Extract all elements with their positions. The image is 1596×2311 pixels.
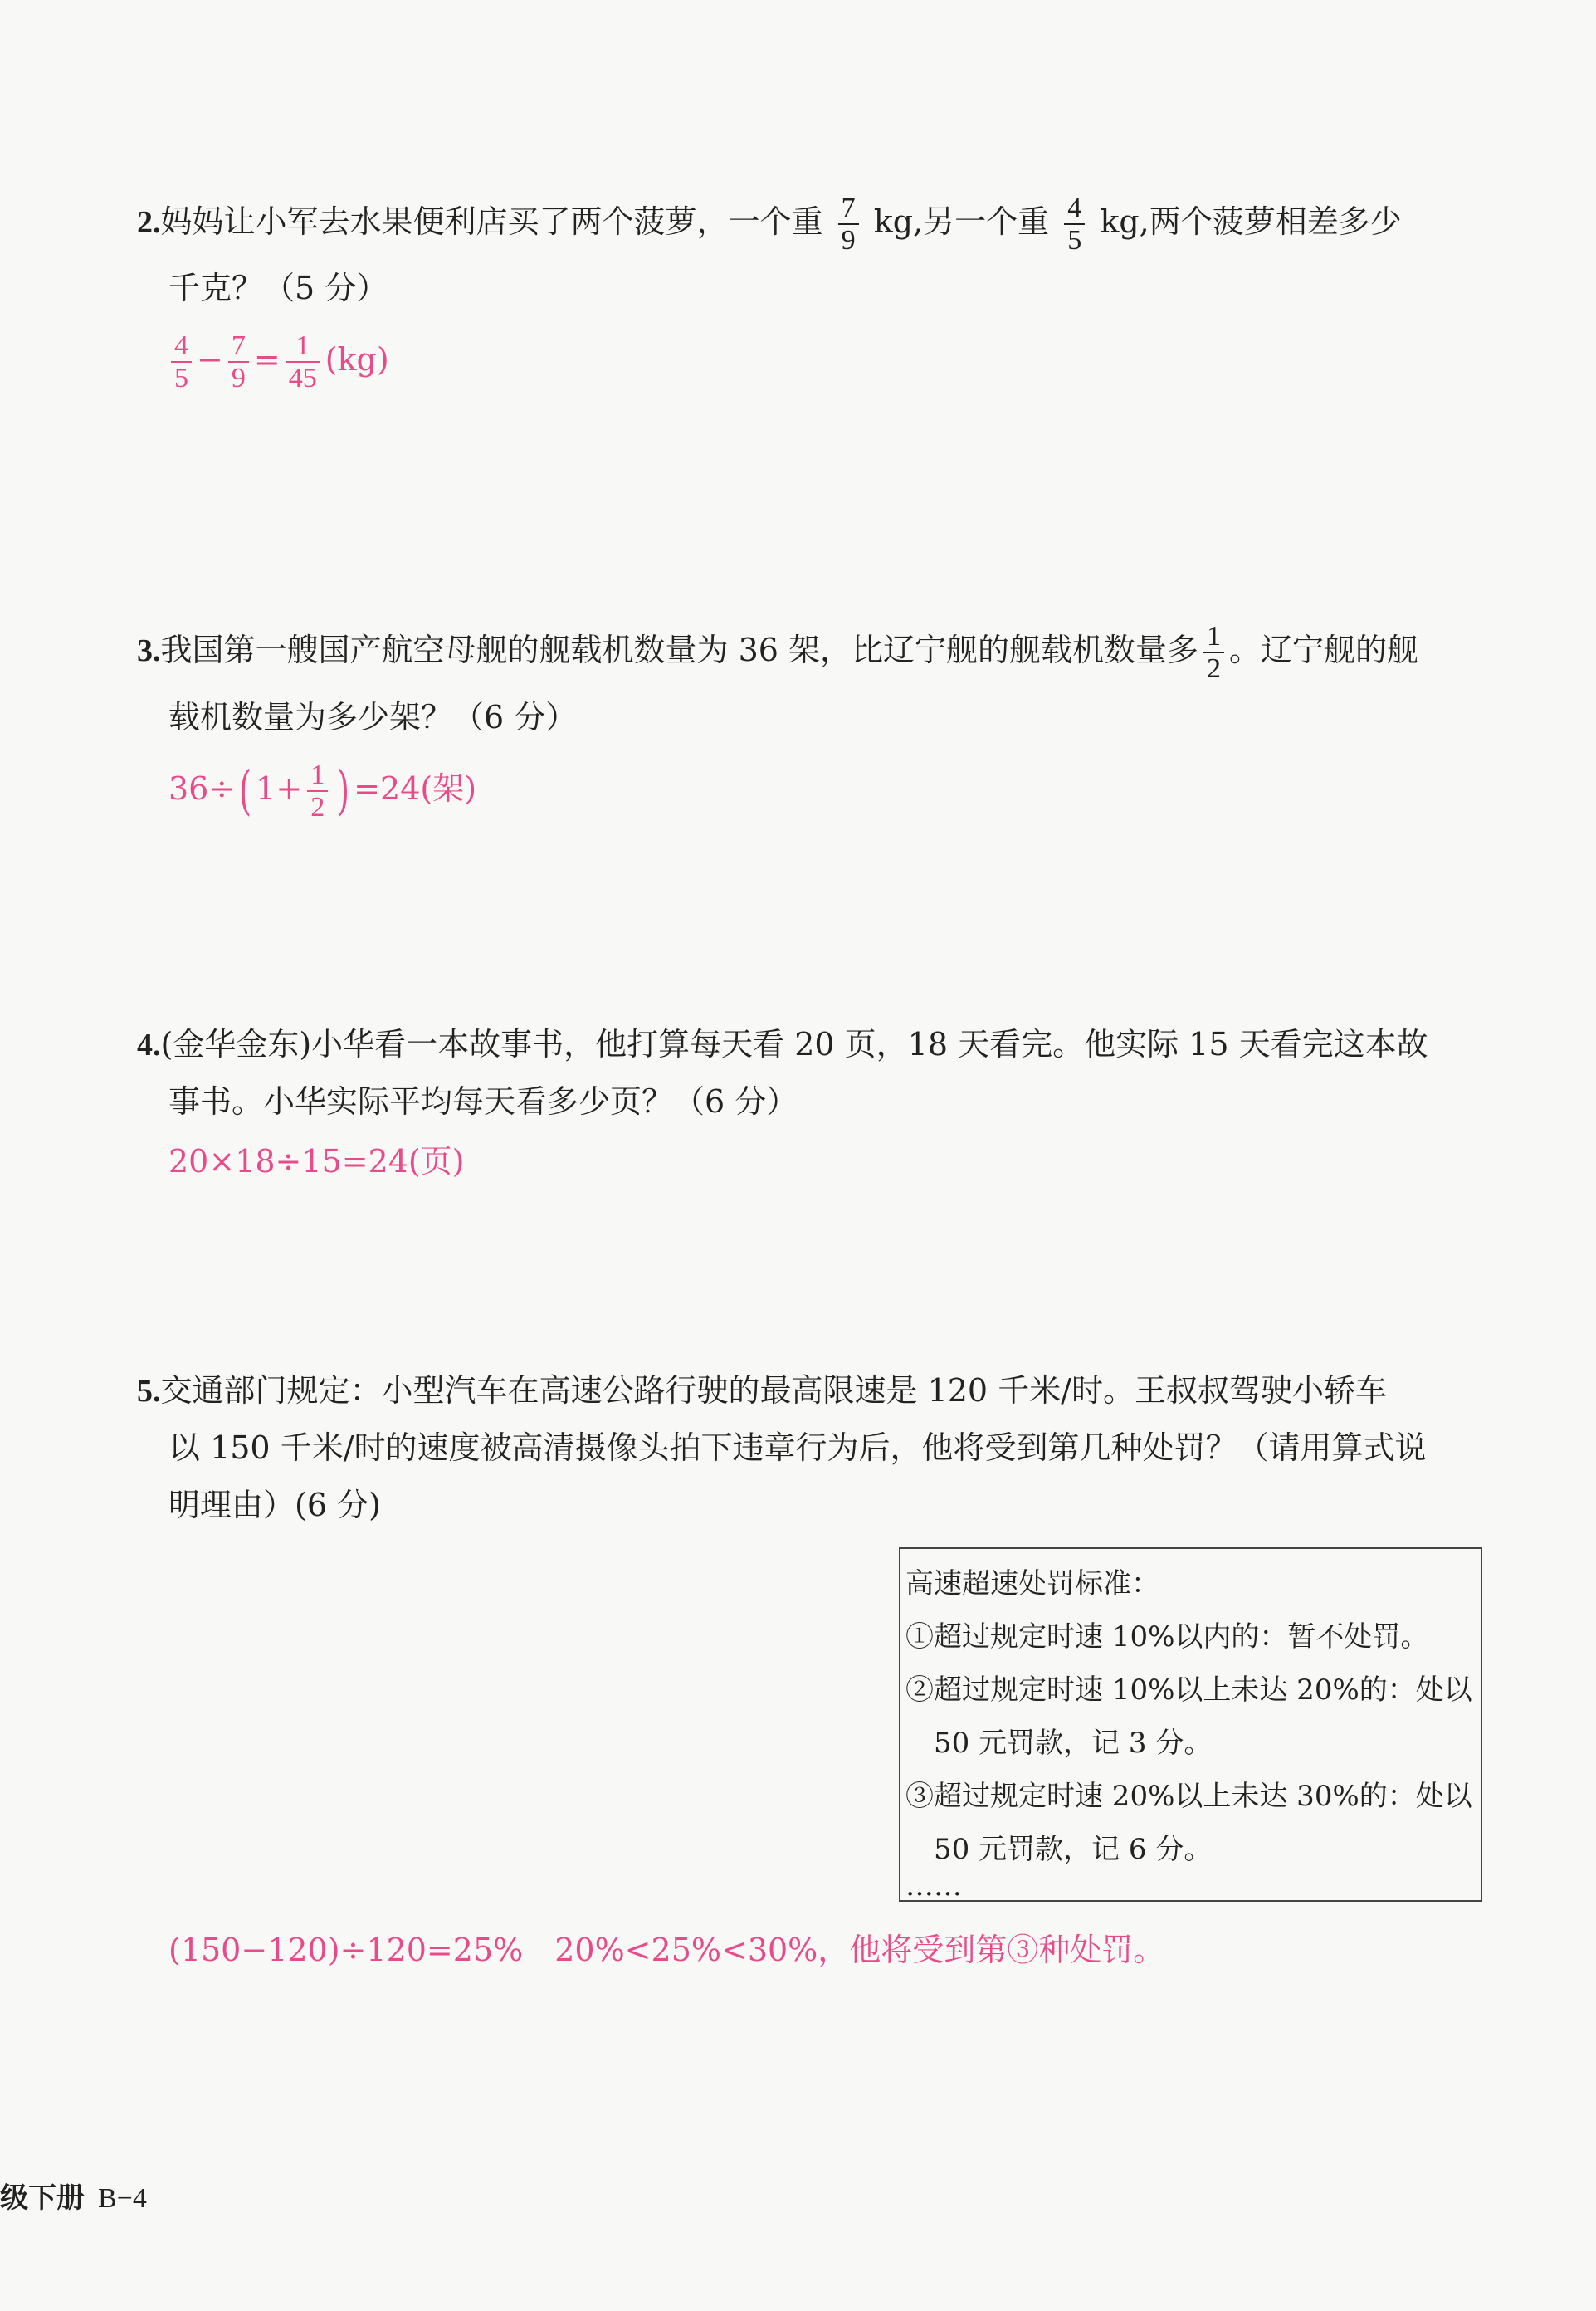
- answer-5: (150−120)÷120=25% 20%<25%<30%，他将受到第③种处罚。: [168, 1932, 1165, 1968]
- question-number: 2.: [137, 204, 161, 240]
- numerator: 4: [174, 330, 188, 361]
- question-5-line-3: 明理由）(6 分): [168, 1487, 381, 1523]
- box-title: 高速超速处罚标准：: [905, 1567, 1159, 1600]
- question-number: 3.: [137, 633, 161, 668]
- numerator: 4: [1067, 193, 1082, 223]
- question-text: 。辽宁舰的舰: [1229, 631, 1419, 668]
- question-text: (金华金东)小华看一本故事书，他打算每天看 20 页，18 天看完。他实际 15 天看完这本故: [160, 1026, 1428, 1063]
- fraction: [228, 330, 249, 394]
- numerator: 7: [231, 330, 246, 361]
- numerator: 1: [310, 760, 325, 790]
- question-5-line-1: [137, 1372, 1387, 1409]
- question-3-line-2: 载机数量为多少架？（6 分）: [168, 699, 578, 735]
- operator: −: [197, 340, 223, 378]
- penalty-standard-box: [899, 1547, 1482, 1902]
- fraction: [1203, 621, 1224, 685]
- answer-2: [166, 330, 389, 394]
- question-4-line-2: 事书。小华实际平均每天看多少页？（6 分）: [168, 1083, 798, 1120]
- rule-3: ③超过规定时速 20%以上未达 30%的：处以: [905, 1780, 1472, 1813]
- question-text: kg,两个菠萝相差多少: [1100, 203, 1402, 240]
- question-text: 我国第一艘国产航空母舰的舰载机数量为 36 架，比辽宁舰的舰载机数量多: [160, 631, 1199, 668]
- fraction: [838, 193, 859, 257]
- question-number: 4.: [137, 1028, 161, 1063]
- rule-3-detail: 50 元罚款，记 6 分。: [934, 1833, 1213, 1866]
- fraction: [307, 760, 328, 823]
- denominator: 45: [286, 361, 320, 393]
- page-code: B−4: [98, 2183, 147, 2214]
- footer-label: 级下册: [0, 2182, 85, 2215]
- answer-3: [168, 760, 476, 823]
- fraction: [1064, 193, 1085, 257]
- left-paren: (: [239, 760, 252, 823]
- question-text: 交通部门规定：小型汽车在高速公路行驶的最高限速是 120 千米/时。王叔叔驾驶小轿车: [160, 1372, 1387, 1409]
- unit: (kg): [325, 340, 389, 378]
- denominator: 5: [171, 361, 192, 393]
- rule-2-detail: 50 元罚款，记 3 分。: [934, 1727, 1213, 1760]
- denominator: 9: [838, 223, 859, 256]
- rule-1: ①超过规定时速 10%以内的：暂不处罚。: [905, 1620, 1429, 1654]
- numerator: 1: [295, 330, 310, 361]
- question-number: 5.: [137, 1374, 161, 1409]
- ellipsis: ……: [905, 1869, 962, 1903]
- page-footer: [0, 2175, 147, 2216]
- question-2-line-1: [137, 193, 1402, 257]
- answer-text: =24(架): [354, 770, 477, 807]
- answer-text: 36÷: [168, 770, 236, 807]
- denominator: 2: [1203, 652, 1224, 684]
- question-2-line-2: 千克？（5 分）: [168, 270, 388, 306]
- denominator: 5: [1064, 223, 1085, 256]
- answer-text: 1+: [256, 770, 303, 807]
- rule-2: ②超过规定时速 10%以上未达 20%的：处以: [905, 1673, 1472, 1707]
- numerator: 1: [1207, 621, 1222, 652]
- fraction: [171, 330, 192, 394]
- question-text: 妈妈让小军去水果便利店买了两个菠萝，一个重: [160, 203, 823, 240]
- question-5-line-2: 以 150 千米/时的速度被高清摄像头拍下违章行为后，他将受到第几种处罚？（请用算式说: [168, 1429, 1427, 1466]
- question-4-line-1: [137, 1028, 1428, 1061]
- answer-4: 20×18÷15=24(页): [168, 1143, 465, 1180]
- fraction: [286, 330, 320, 394]
- denominator: 9: [228, 361, 249, 393]
- right-paren: ): [337, 760, 350, 823]
- numerator: 7: [841, 193, 856, 223]
- denominator: 2: [307, 790, 328, 823]
- question-text: kg,另一个重: [873, 203, 1050, 240]
- operator: =: [253, 340, 281, 378]
- question-3-line-1: [137, 621, 1418, 685]
